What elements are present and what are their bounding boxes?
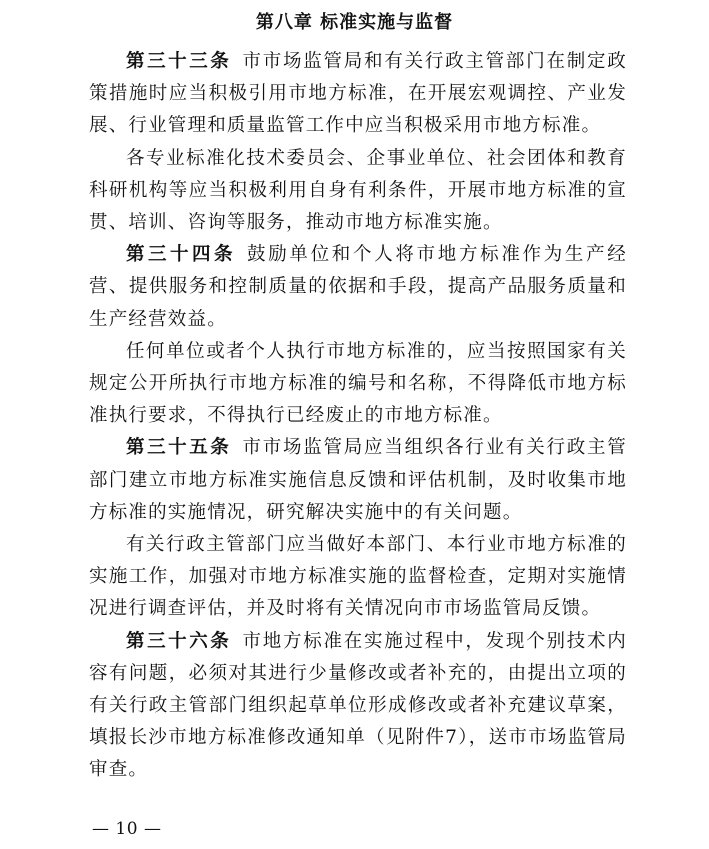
- article-label: 第三十五条: [126, 437, 232, 459]
- article-text: 市市场监管局应当组织各行业有关行政主管部门建立市地方标准实施信息反馈和评估机制，及时收集市地方标准的实施情况，研究解决实施中的有关问题。: [89, 437, 627, 523]
- article-text: 鼓励单位和个人将市地方标准作为生产经营、提供服务和控制质量的依据和手段，提高产品服务质量和生产经营效益。: [89, 244, 627, 330]
- chapter-title: 第八章 标准实施与监督: [255, 12, 454, 33]
- article-label: 第三十六条: [126, 630, 232, 652]
- article-text: 市市场监管局和有关行政主管部门在制定政策措施时应当积极引用市地方标准，在开展宏观调控、产业发展、行业管理和质量监管工作中应当积极采用市地方标准。: [89, 51, 627, 137]
- article-33-continuation: 各专业标准化技术委员会、企事业单位、社会团体和教育科研机构等应当积极利用自身有利条件，开展市地方标准的宣贯、培训、咨询等服务，推动市地方标准实施。: [89, 147, 627, 234]
- article-35-continuation: 有关行政主管部门应当做好本部门、本行业市地方标准的实施工作，加强对市地方标准实施的监督检查，定期对实施情况进行调查评估，并及时将有关情况向市市场监管局反馈。: [89, 534, 627, 620]
- article-34: [89, 239, 627, 336]
- document-body: [89, 46, 627, 787]
- article-34-continuation: 任何单位或者个人执行市地方标准的，应当按照国家有关规定公开所执行市地方标准的编号和名称，不得降低市地方标准执行要求，不得执行已经废止的市地方标准。: [89, 340, 627, 427]
- article-36: [89, 626, 627, 787]
- article-label: 第三十四条: [126, 244, 236, 266]
- article-35: [89, 432, 627, 529]
- article-label: 第三十三条: [126, 51, 232, 72]
- page-number: — 10 —: [92, 819, 162, 839]
- article-33: [89, 46, 627, 143]
- article-text: 市地方标准在实施过程中，发现个别技术内容有问题，必须对其进行少量修改或者补充的，由提出立项的有关行政主管部门组织起草单位形成修改或者补充建议草案，填报长沙市地方标准修改通知单（见附件7），送市市场监管局审查。: [89, 630, 627, 781]
